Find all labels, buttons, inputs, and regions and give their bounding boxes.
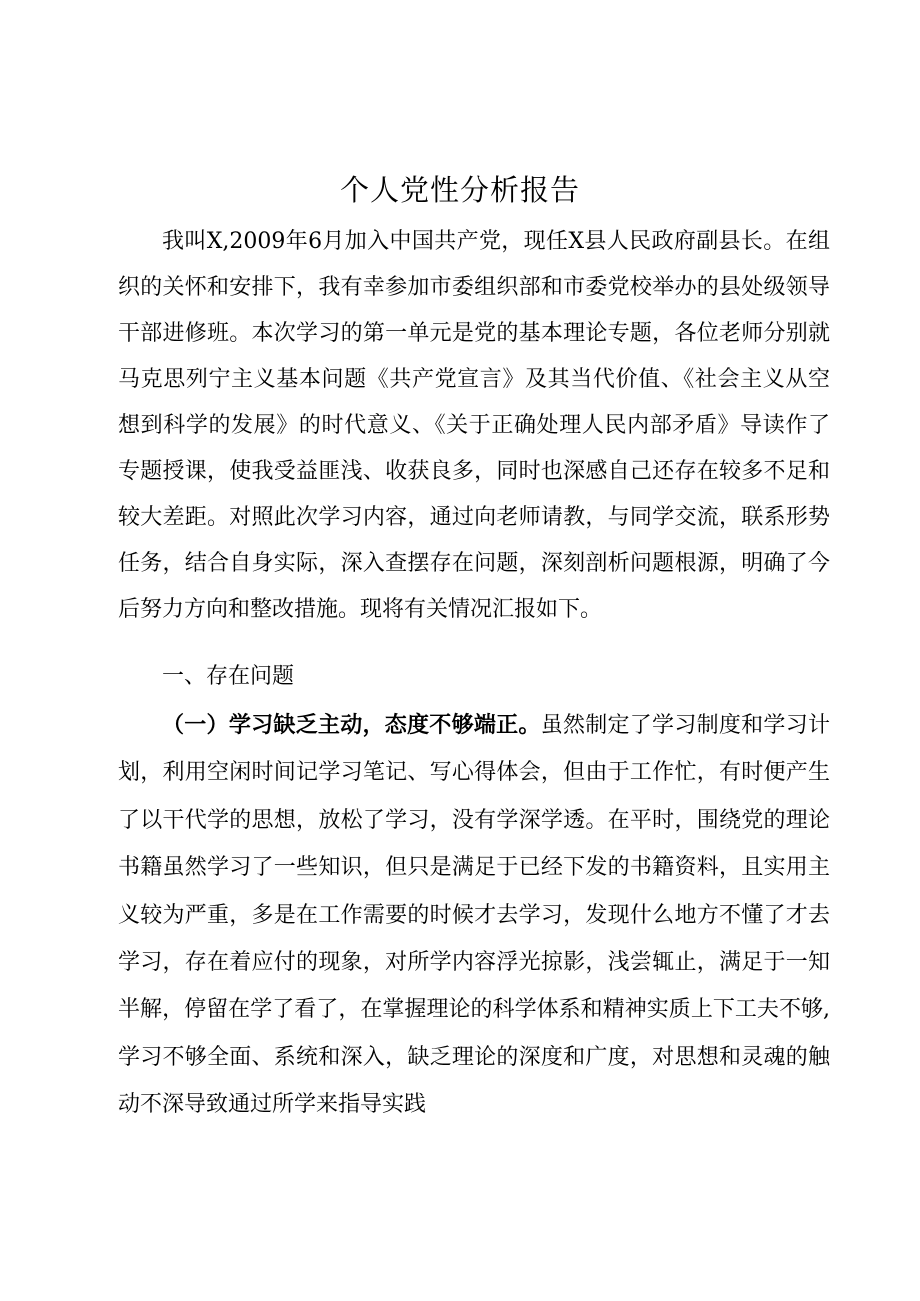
problem-item-1-lead: （一）学习缺乏主动，态度不够端正。 bbox=[162, 713, 541, 738]
problem-item-1 bbox=[118, 702, 830, 1129]
problem-item-1-text: 虽然制定了学习制度和学习计划，利用空闲时间记学习笔记、写心得体会，但由于工作忙，有时便产生了以干代学的思想，放松了学习，没有学深学透。在平时，围绕党的理论书籍虽然学习了一些知识，但只是满足于已经下发的书籍资料，且实用主义较为严重，多是在工作需要的时候才去学习，发现什么地方不懂了才去学习，存在着应付的现象，对所学内容浮光掠影，浅尝辄止，满足于一知半解，停留在学了看了，在掌握理论的科学体系和精神实质上下工夫不够,学习不够全面、系统和深入，缺乏理论的深度和广度，对思想和灵魂的触动不深导致通过所学来指导实践 bbox=[118, 713, 830, 1118]
section-heading-problems: 一、存在问题 bbox=[162, 664, 295, 689]
intro-paragraph: 我叫X,2009年6月加入中国共产党，现任X县人民政府副县长。在组织的关怀和安排下，我有幸参加市委组织部和市委党校举办的县处级领导干部进修班。本次学习的第一单元是党的基本理论专题，各位老师分别就马克思列宁主义基本问题《共产党宣言》及其当代价值、《社会主义从空想到科学的发展》的时代意义、《关于正确处理人民内部矛盾》导读作了专题授课，使我受益匪浅、收获良多，同时也深感自己还存在较多不足和较大差距。对照此次学习内容，通过向老师请教，与同学交流，联系形势任务，结合自身实际，深入查摆存在问题，深刻剖析问题根源，明确了今后努力方向和整改措施。现将有关情况汇报如下。 bbox=[118, 229, 830, 622]
document-title: 个人党性分析报告 bbox=[339, 173, 580, 207]
